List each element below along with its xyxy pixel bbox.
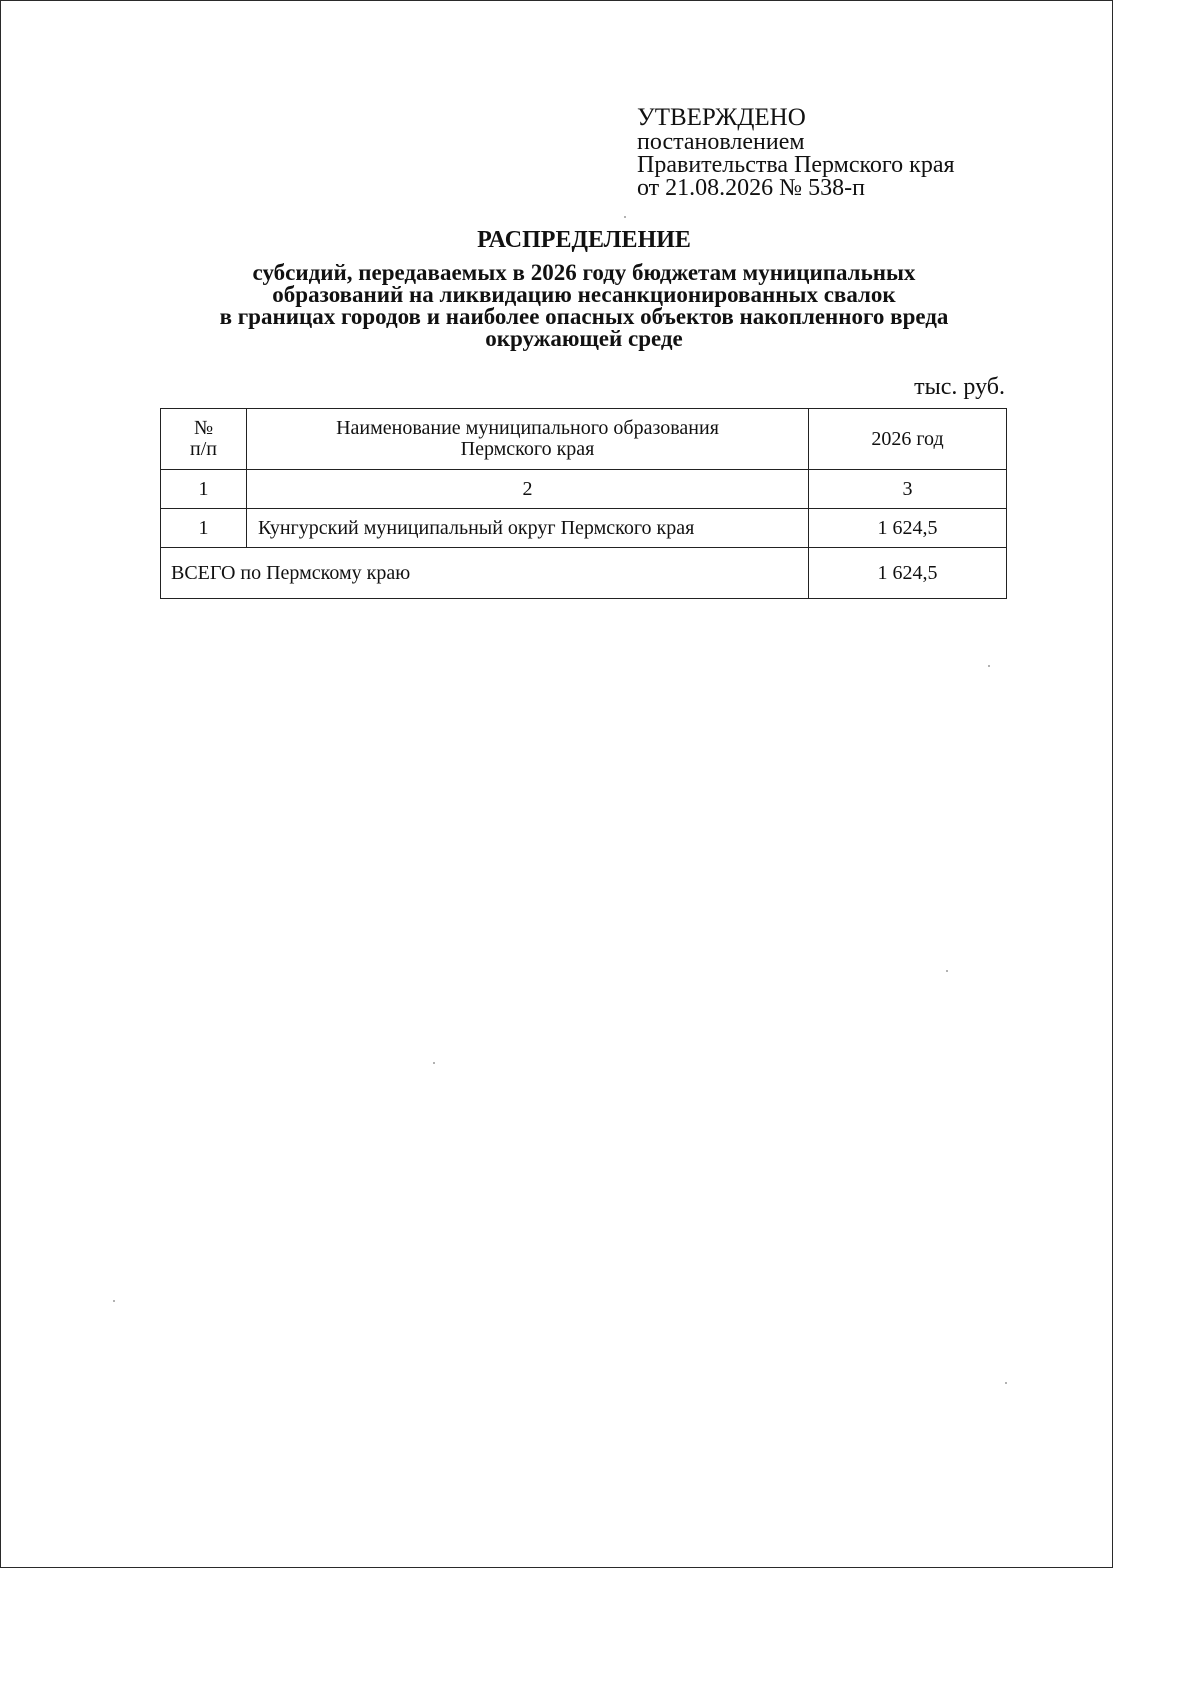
document-title: РАСПРЕДЕЛЕНИЕ bbox=[477, 227, 691, 253]
scan-speck bbox=[624, 216, 626, 218]
header-cell-year: 2026 год bbox=[809, 409, 1007, 470]
table-row bbox=[161, 509, 1007, 548]
document-subtitle bbox=[160, 262, 1008, 350]
approval-line: от 21.08.2026 № 538-п bbox=[637, 175, 865, 201]
subtitle-line: образований на ликвидацию несанкционированных свалок bbox=[272, 282, 896, 307]
header-number-line: № bbox=[193, 417, 214, 439]
column-index-row bbox=[161, 470, 1007, 509]
row-value-cell: 1 624,5 bbox=[809, 509, 1007, 548]
subtitle-line: в границах городов и наиболее опасных объектов накопленного вреда bbox=[219, 304, 949, 329]
scan-speck bbox=[946, 970, 948, 972]
scan-speck bbox=[1005, 1382, 1007, 1384]
total-row bbox=[161, 548, 1007, 599]
table-header-row bbox=[161, 409, 1007, 470]
header-name-line: Наименование муниципального образования bbox=[336, 417, 719, 439]
total-label-cell: ВСЕГО по Пермскому краю bbox=[161, 548, 809, 599]
row-number-cell: 1 bbox=[161, 509, 247, 548]
total-value-cell: 1 624,5 bbox=[809, 548, 1007, 599]
column-index-cell: 2 bbox=[247, 470, 809, 509]
header-name-line: Пермского края bbox=[460, 438, 595, 460]
header-cell-name bbox=[247, 409, 809, 470]
unit-label: тыс. руб. bbox=[914, 374, 1005, 400]
approval-line: постановлением bbox=[637, 129, 805, 155]
header-number-line: п/п bbox=[190, 438, 217, 460]
subtitle-line: окружающей среде bbox=[485, 326, 683, 351]
approval-line: Правительства Пермского края bbox=[637, 152, 955, 178]
row-name-cell: Кунгурский муниципальный округ Пермского края bbox=[247, 509, 809, 548]
header-cell-number bbox=[161, 409, 247, 470]
scan-speck bbox=[113, 1300, 115, 1302]
scan-speck bbox=[433, 1062, 435, 1064]
approval-stamp bbox=[637, 104, 955, 200]
column-index-cell: 3 bbox=[809, 470, 1007, 509]
distribution-table bbox=[160, 408, 1007, 599]
approval-title: УТВЕРЖДЕНО bbox=[637, 104, 806, 131]
column-index-cell: 1 bbox=[161, 470, 247, 509]
scan-speck bbox=[988, 665, 990, 667]
subtitle-line: субсидий, передаваемых в 2026 году бюджетам муниципальных bbox=[252, 260, 916, 285]
